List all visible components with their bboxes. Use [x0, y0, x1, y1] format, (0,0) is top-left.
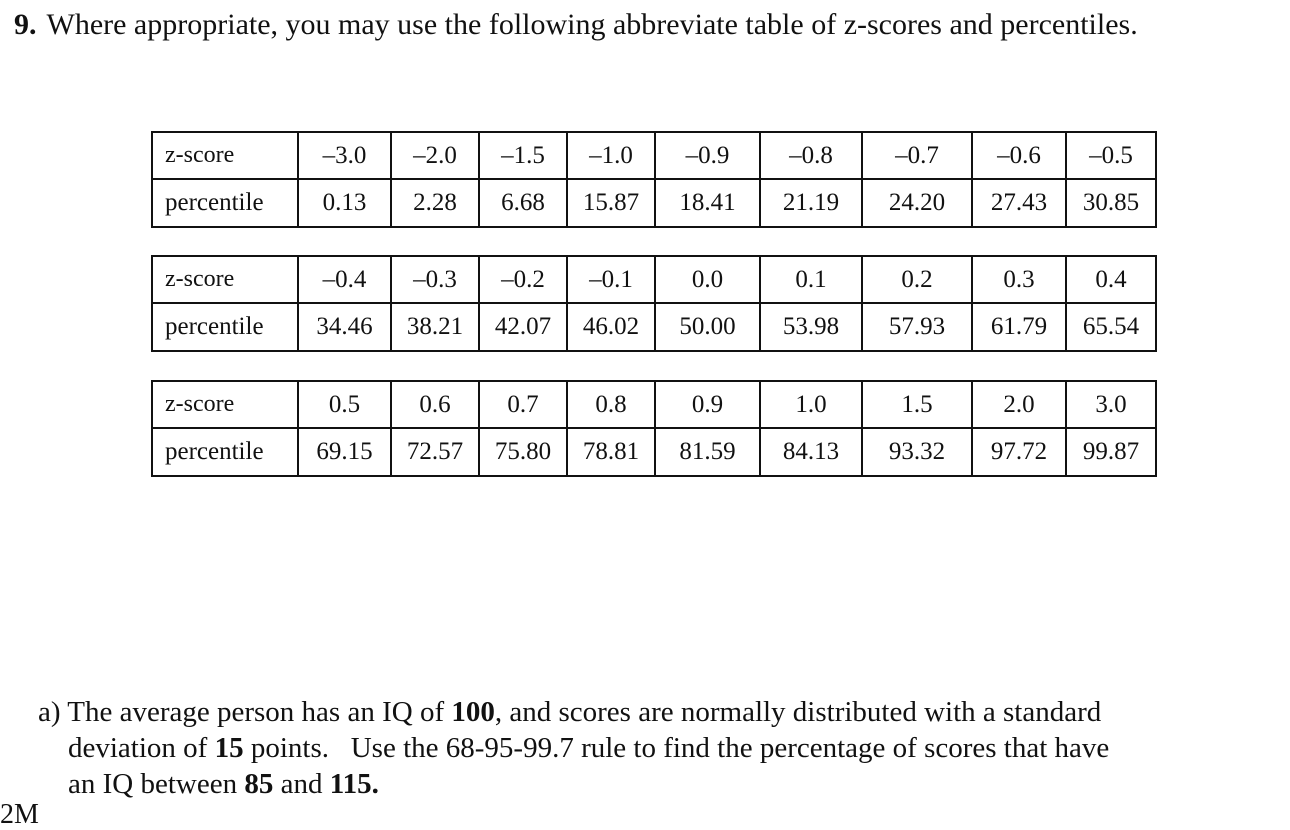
z-value: –1.5 — [479, 132, 567, 179]
z-value: 3.0 — [1066, 381, 1156, 428]
z-value: 0.3 — [972, 256, 1066, 303]
z-value: 1.0 — [760, 381, 862, 428]
z-score-row — [152, 132, 1156, 179]
part-a-line-2 — [38, 730, 1248, 766]
z-value: 0.9 — [655, 381, 760, 428]
iq-standard-deviation: 15 — [214, 732, 244, 764]
percentile-value: 6.68 — [479, 179, 567, 227]
z-value: –0.6 — [972, 132, 1066, 179]
part-a-marker: a) — [38, 696, 61, 728]
percentile-value: 84.13 — [760, 428, 862, 476]
percentile-value: 78.81 — [567, 428, 655, 476]
part-a-text: deviation of — [68, 732, 215, 764]
percentile-value: 0.13 — [298, 179, 391, 227]
z-value: –0.4 — [298, 256, 391, 303]
z-value: 0.4 — [1066, 256, 1156, 303]
z-value: –0.5 — [1066, 132, 1156, 179]
percentile-value: 21.19 — [760, 179, 862, 227]
part-a-text: , and scores are normally distributed with a standard — [494, 696, 1102, 728]
percentile-value: 69.15 — [298, 428, 391, 476]
percentile-row — [152, 179, 1156, 227]
percentile-value: 30.85 — [1066, 179, 1156, 227]
z-score-table-1 — [151, 131, 1157, 228]
percentile-label: percentile — [152, 303, 298, 351]
percentile-value: 27.43 — [972, 179, 1066, 227]
question-text: Where appropriate, you may use the following abbreviate table of z-scores and percentiles. — [46, 8, 1138, 41]
percentile-value: 15.87 — [567, 179, 655, 227]
marks-note: 2M — [0, 799, 39, 830]
percentile-value: 53.98 — [760, 303, 862, 351]
z-value: –2.0 — [391, 132, 479, 179]
part-a-text: and — [273, 768, 330, 800]
percentile-label: percentile — [152, 428, 298, 476]
z-value: 0.2 — [862, 256, 972, 303]
z-value: 0.5 — [298, 381, 391, 428]
percentile-row — [152, 428, 1156, 476]
z-value: –0.9 — [655, 132, 760, 179]
iq-lower-bound: 85 — [244, 768, 274, 800]
percentile-value: 65.54 — [1066, 303, 1156, 351]
z-value: 0.0 — [655, 256, 760, 303]
z-value: 0.6 — [391, 381, 479, 428]
percentile-value: 93.32 — [862, 428, 972, 476]
percentile-label: percentile — [152, 179, 298, 227]
percentile-value: 99.87 — [1066, 428, 1156, 476]
question-part-a — [38, 694, 1248, 802]
z-score-row — [152, 381, 1156, 428]
percentile-value: 18.41 — [655, 179, 760, 227]
percentile-value: 75.80 — [479, 428, 567, 476]
percentile-value: 97.72 — [972, 428, 1066, 476]
z-value: 2.0 — [972, 381, 1066, 428]
z-value: –1.0 — [567, 132, 655, 179]
part-a-text: points. Use the 68-95-99.7 rule to find the percentage of scores that have — [243, 732, 1110, 764]
z-score-label: z-score — [152, 256, 298, 303]
iq-upper-bound: 115 — [329, 768, 372, 800]
percentile-value: 81.59 — [655, 428, 760, 476]
z-score-label: z-score — [152, 132, 298, 179]
z-value: –0.1 — [567, 256, 655, 303]
percentile-value: 2.28 — [391, 179, 479, 227]
z-value: –0.2 — [479, 256, 567, 303]
percentile-value: 38.21 — [391, 303, 479, 351]
part-a-text: The average person has an IQ of — [67, 696, 452, 728]
percentile-row — [152, 303, 1156, 351]
z-value: –0.3 — [391, 256, 479, 303]
percentile-value: 50.00 — [655, 303, 760, 351]
z-value: 0.8 — [567, 381, 655, 428]
z-value: 0.1 — [760, 256, 862, 303]
part-a-line-3 — [38, 766, 1248, 802]
z-value: –0.8 — [760, 132, 862, 179]
z-score-table-3 — [151, 380, 1157, 477]
z-score-label: z-score — [152, 381, 298, 428]
percentile-value: 34.46 — [298, 303, 391, 351]
percentile-value: 72.57 — [391, 428, 479, 476]
percentile-value: 57.93 — [862, 303, 972, 351]
question-header — [14, 6, 1138, 44]
z-score-table-2 — [151, 255, 1157, 352]
percentile-value: 61.79 — [972, 303, 1066, 351]
part-a-text: . — [371, 768, 379, 800]
iq-mean: 100 — [451, 696, 495, 728]
percentile-value: 24.20 — [862, 179, 972, 227]
percentile-value: 46.02 — [567, 303, 655, 351]
percentile-value: 42.07 — [479, 303, 567, 351]
z-value: –3.0 — [298, 132, 391, 179]
z-score-row — [152, 256, 1156, 303]
question-number: 9. — [14, 8, 37, 41]
z-value: 0.7 — [479, 381, 567, 428]
part-a-text: an IQ between — [68, 768, 245, 800]
part-a-line-1 — [38, 694, 1248, 730]
z-value: –0.7 — [862, 132, 972, 179]
z-value: 1.5 — [862, 381, 972, 428]
